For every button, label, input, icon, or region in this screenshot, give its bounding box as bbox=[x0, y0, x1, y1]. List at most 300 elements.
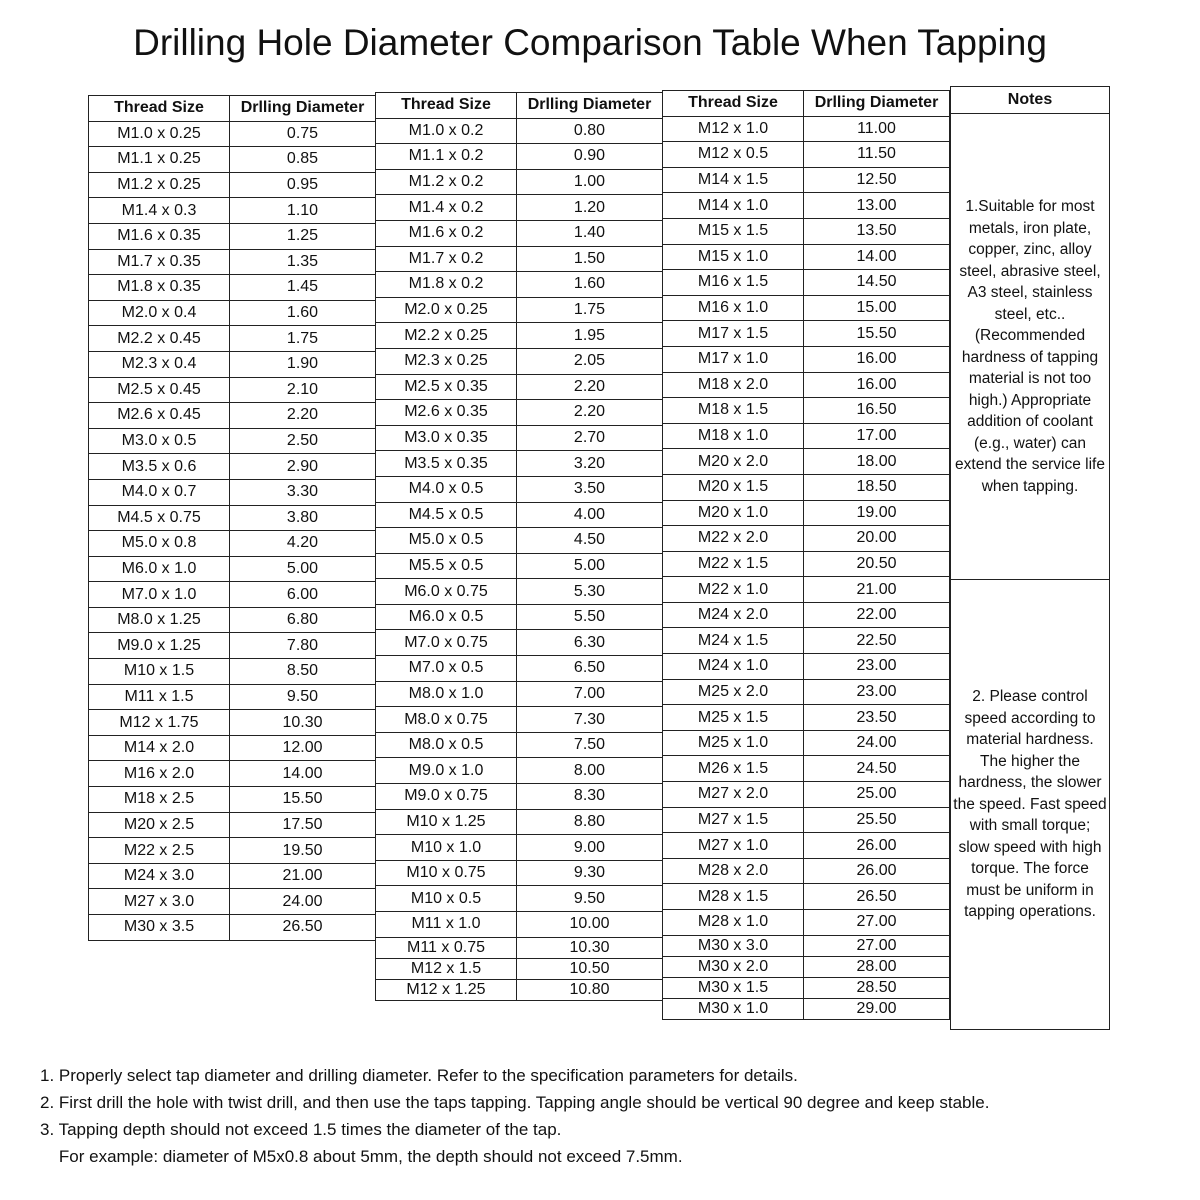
thread-size-cell: M1.2 x 0.25 bbox=[89, 172, 230, 198]
table-row bbox=[663, 654, 950, 680]
thread-size-cell: M1.0 x 0.25 bbox=[89, 121, 230, 147]
table-row bbox=[663, 295, 950, 321]
table-row bbox=[376, 374, 663, 400]
table-row bbox=[376, 323, 663, 349]
header-thread-size: Thread Size bbox=[376, 93, 517, 119]
drilling-diameter-cell: 26.50 bbox=[230, 915, 376, 941]
drilling-diameter-cell: 25.00 bbox=[804, 782, 950, 808]
table-row bbox=[663, 833, 950, 859]
thread-size-cell: M2.6 x 0.35 bbox=[376, 400, 517, 426]
thread-size-cell: M22 x 1.0 bbox=[663, 577, 804, 603]
thread-size-cell: M25 x 1.0 bbox=[663, 730, 804, 756]
table-row bbox=[376, 348, 663, 374]
thread-size-cell: M1.1 x 0.25 bbox=[89, 147, 230, 173]
table-row bbox=[89, 710, 376, 736]
thread-size-cell: M10 x 1.25 bbox=[376, 809, 517, 835]
thread-size-cell: M1.7 x 0.35 bbox=[89, 249, 230, 275]
drilling-diameter-cell: 15.50 bbox=[230, 787, 376, 813]
drilling-diameter-cell: 13.00 bbox=[804, 193, 950, 219]
drilling-diameter-cell: 0.95 bbox=[230, 172, 376, 198]
drilling-diameter-cell: 1.75 bbox=[230, 326, 376, 352]
table-row bbox=[89, 479, 376, 505]
thread-size-cell: M8.0 x 0.75 bbox=[376, 707, 517, 733]
drilling-diameter-cell: 9.30 bbox=[517, 860, 663, 886]
table-row bbox=[89, 684, 376, 710]
table-row bbox=[663, 782, 950, 808]
table-row bbox=[89, 633, 376, 659]
table-row bbox=[89, 326, 376, 352]
drilling-diameter-cell: 17.50 bbox=[230, 812, 376, 838]
drilling-diameter-cell: 2.50 bbox=[230, 428, 376, 454]
thread-size-cell: M1.8 x 0.35 bbox=[89, 275, 230, 301]
drilling-diameter-cell: 11.00 bbox=[804, 116, 950, 142]
drilling-diameter-cell: 26.00 bbox=[804, 858, 950, 884]
thread-size-cell: M9.0 x 0.75 bbox=[376, 784, 517, 810]
table-row bbox=[89, 556, 376, 582]
drilling-diameter-cell: 10.50 bbox=[517, 958, 663, 979]
table-row bbox=[663, 730, 950, 756]
thread-size-cell: M3.0 x 0.5 bbox=[89, 428, 230, 454]
thread-size-cell: M14 x 2.0 bbox=[89, 735, 230, 761]
table-row bbox=[89, 121, 376, 147]
drilling-diameter-cell: 1.25 bbox=[230, 223, 376, 249]
thread-size-cell: M2.3 x 0.4 bbox=[89, 351, 230, 377]
table-row bbox=[663, 423, 950, 449]
footer-line: 2. First drill the hole with twist drill, and then use the taps tapping. Tapping angle should be vertical 90 degree and keep stable. bbox=[40, 1093, 990, 1112]
thread-size-cell: M3.5 x 0.35 bbox=[376, 451, 517, 477]
drilling-diameter-cell: 7.00 bbox=[517, 681, 663, 707]
drilling-diameter-cell: 20.00 bbox=[804, 526, 950, 552]
drilling-diameter-cell: 12.00 bbox=[230, 735, 376, 761]
table-row bbox=[376, 758, 663, 784]
thread-size-cell: M4.5 x 0.5 bbox=[376, 502, 517, 528]
header-thread-size: Thread Size bbox=[89, 96, 230, 122]
table-row bbox=[663, 551, 950, 577]
table-row bbox=[663, 526, 950, 552]
thread-size-cell: M2.5 x 0.35 bbox=[376, 374, 517, 400]
table-row bbox=[663, 935, 950, 956]
thread-size-cell: M16 x 1.5 bbox=[663, 270, 804, 296]
table-row bbox=[89, 249, 376, 275]
table-row bbox=[376, 604, 663, 630]
table-row bbox=[89, 377, 376, 403]
drilling-diameter-cell: 23.00 bbox=[804, 679, 950, 705]
thread-size-cell: M6.0 x 0.5 bbox=[376, 604, 517, 630]
table-row bbox=[376, 707, 663, 733]
thread-size-cell: M25 x 1.5 bbox=[663, 705, 804, 731]
thread-size-cell: M1.1 x 0.2 bbox=[376, 144, 517, 170]
table-row bbox=[89, 659, 376, 685]
drilling-diameter-cell: 19.50 bbox=[230, 838, 376, 864]
drilling-diameter-cell: 10.80 bbox=[517, 979, 663, 1000]
table-row bbox=[376, 979, 663, 1000]
thread-size-cell: M2.6 x 0.45 bbox=[89, 403, 230, 429]
drilling-diameter-cell: 19.00 bbox=[804, 500, 950, 526]
table-row bbox=[663, 807, 950, 833]
table-row bbox=[663, 756, 950, 782]
drilling-diameter-cell: 7.30 bbox=[517, 707, 663, 733]
table-row bbox=[663, 628, 950, 654]
drilling-diameter-cell: 2.20 bbox=[517, 374, 663, 400]
table-row bbox=[663, 321, 950, 347]
drilling-diameter-cell: 2.70 bbox=[517, 425, 663, 451]
thread-size-cell: M5.0 x 0.5 bbox=[376, 528, 517, 554]
header-row bbox=[663, 91, 950, 117]
thread-size-cell: M11 x 1.5 bbox=[89, 684, 230, 710]
drilling-diameter-cell: 6.50 bbox=[517, 656, 663, 682]
drilling-diameter-cell: 18.50 bbox=[804, 474, 950, 500]
table-row bbox=[663, 956, 950, 977]
page-title: Drilling Hole Diameter Comparison Table When Tapping bbox=[133, 22, 1047, 63]
thread-size-cell: M28 x 2.0 bbox=[663, 858, 804, 884]
drilling-diameter-cell: 14.00 bbox=[230, 761, 376, 787]
drilling-diameter-cell: 15.50 bbox=[804, 321, 950, 347]
thread-size-cell: M10 x 0.75 bbox=[376, 860, 517, 886]
thread-size-cell: M10 x 0.5 bbox=[376, 886, 517, 912]
thread-size-cell: M30 x 2.0 bbox=[663, 956, 804, 977]
table-row bbox=[376, 169, 663, 195]
thread-size-cell: M14 x 1.0 bbox=[663, 193, 804, 219]
thread-size-cell: M3.0 x 0.35 bbox=[376, 425, 517, 451]
drilling-diameter-cell: 1.45 bbox=[230, 275, 376, 301]
thread-size-cell: M16 x 2.0 bbox=[89, 761, 230, 787]
thread-size-cell: M1.4 x 0.3 bbox=[89, 198, 230, 224]
thread-size-cell: M18 x 2.0 bbox=[663, 372, 804, 398]
table-row bbox=[663, 142, 950, 168]
table-row bbox=[376, 784, 663, 810]
table-row bbox=[663, 705, 950, 731]
table-row bbox=[376, 958, 663, 979]
drilling-diameter-cell: 1.90 bbox=[230, 351, 376, 377]
drilling-diameter-cell: 21.00 bbox=[230, 863, 376, 889]
thread-size-cell: M1.6 x 0.2 bbox=[376, 220, 517, 246]
thread-size-cell: M8.0 x 1.25 bbox=[89, 607, 230, 633]
drilling-diameter-cell: 3.50 bbox=[517, 476, 663, 502]
table-block-1 bbox=[88, 95, 376, 941]
table-row bbox=[663, 910, 950, 936]
drilling-diameter-cell: 1.95 bbox=[517, 323, 663, 349]
thread-size-cell: M4.0 x 0.7 bbox=[89, 479, 230, 505]
thread-size-cell: M8.0 x 0.5 bbox=[376, 732, 517, 758]
table-row bbox=[89, 147, 376, 173]
thread-size-cell: M2.0 x 0.25 bbox=[376, 297, 517, 323]
notes-header: Notes bbox=[950, 86, 1110, 114]
drilling-diameter-cell: 25.50 bbox=[804, 807, 950, 833]
table-row bbox=[89, 863, 376, 889]
table-block-3 bbox=[662, 90, 950, 1020]
table-row bbox=[376, 272, 663, 298]
drilling-diameter-cell: 23.00 bbox=[804, 654, 950, 680]
drilling-diameter-cell: 5.00 bbox=[517, 553, 663, 579]
table-row bbox=[376, 220, 663, 246]
drilling-diameter-cell: 2.20 bbox=[517, 400, 663, 426]
table-row bbox=[663, 602, 950, 628]
table-row bbox=[663, 858, 950, 884]
thread-size-cell: M12 x 1.0 bbox=[663, 116, 804, 142]
table-row bbox=[376, 502, 663, 528]
thread-size-cell: M6.0 x 1.0 bbox=[89, 556, 230, 582]
thread-size-cell: M18 x 2.5 bbox=[89, 787, 230, 813]
table-row bbox=[89, 351, 376, 377]
drilling-diameter-cell: 9.50 bbox=[230, 684, 376, 710]
drilling-diameter-cell: 22.50 bbox=[804, 628, 950, 654]
thread-size-cell: M9.0 x 1.0 bbox=[376, 758, 517, 784]
thread-size-cell: M15 x 1.5 bbox=[663, 218, 804, 244]
drilling-diameter-cell: 3.30 bbox=[230, 479, 376, 505]
drilling-diameter-cell: 26.50 bbox=[804, 884, 950, 910]
thread-size-cell: M27 x 1.5 bbox=[663, 807, 804, 833]
header-drilling-diameter: Drlling Diameter bbox=[230, 96, 376, 122]
drilling-diameter-cell: 1.10 bbox=[230, 198, 376, 224]
thread-size-cell: M7.0 x 1.0 bbox=[89, 582, 230, 608]
drilling-diameter-cell: 22.00 bbox=[804, 602, 950, 628]
table-row bbox=[376, 553, 663, 579]
table-row bbox=[376, 425, 663, 451]
thread-size-cell: M6.0 x 0.75 bbox=[376, 579, 517, 605]
drilling-diameter-cell: 0.80 bbox=[517, 118, 663, 144]
thread-size-cell: M8.0 x 1.0 bbox=[376, 681, 517, 707]
thread-size-cell: M10 x 1.0 bbox=[376, 835, 517, 861]
table-row bbox=[663, 218, 950, 244]
thread-size-cell: M12 x 1.25 bbox=[376, 979, 517, 1000]
thread-size-cell: M14 x 1.5 bbox=[663, 167, 804, 193]
table-row bbox=[663, 398, 950, 424]
thread-size-cell: M27 x 1.0 bbox=[663, 833, 804, 859]
thread-size-cell: M4.0 x 0.5 bbox=[376, 476, 517, 502]
table-row bbox=[89, 812, 376, 838]
thread-size-cell: M28 x 1.5 bbox=[663, 884, 804, 910]
table-row bbox=[663, 346, 950, 372]
table-row bbox=[663, 884, 950, 910]
table-row bbox=[89, 300, 376, 326]
drilling-diameter-cell: 1.40 bbox=[517, 220, 663, 246]
footer-notes bbox=[40, 1062, 989, 1170]
thread-size-cell: M17 x 1.0 bbox=[663, 346, 804, 372]
thread-size-cell: M24 x 1.0 bbox=[663, 654, 804, 680]
drilling-diameter-cell: 4.20 bbox=[230, 531, 376, 557]
thread-size-cell: M16 x 1.0 bbox=[663, 295, 804, 321]
table-row bbox=[89, 223, 376, 249]
thread-size-cell: M1.8 x 0.2 bbox=[376, 272, 517, 298]
table-row bbox=[376, 809, 663, 835]
note-2: 2. Please control speed according to material hardness. The higher the hardness, the slower the speed. Fast speed with small torque; slow speed with high torque. The force must be uniform in tapping operations. bbox=[950, 580, 1110, 1030]
thread-size-cell: M2.3 x 0.25 bbox=[376, 348, 517, 374]
drilling-diameter-cell: 5.30 bbox=[517, 579, 663, 605]
thread-size-cell: M27 x 2.0 bbox=[663, 782, 804, 808]
thread-size-cell: M11 x 0.75 bbox=[376, 937, 517, 958]
drilling-diameter-cell: 29.00 bbox=[804, 998, 950, 1019]
drilling-diameter-cell: 9.00 bbox=[517, 835, 663, 861]
table-row bbox=[376, 451, 663, 477]
drilling-diameter-cell: 27.00 bbox=[804, 910, 950, 936]
drilling-diameter-cell: 0.85 bbox=[230, 147, 376, 173]
drilling-diameter-cell: 26.00 bbox=[804, 833, 950, 859]
thread-size-cell: M4.5 x 0.75 bbox=[89, 505, 230, 531]
drilling-diameter-cell: 1.60 bbox=[230, 300, 376, 326]
thread-size-cell: M7.0 x 0.75 bbox=[376, 630, 517, 656]
drilling-diameter-cell: 28.50 bbox=[804, 977, 950, 998]
table-row bbox=[376, 886, 663, 912]
table-row bbox=[89, 172, 376, 198]
thread-size-cell: M2.0 x 0.4 bbox=[89, 300, 230, 326]
thread-size-cell: M22 x 2.0 bbox=[663, 526, 804, 552]
footer-line: 3. Tapping depth should not exceed 1.5 times the diameter of the tap. bbox=[40, 1120, 562, 1139]
header-row bbox=[376, 93, 663, 119]
drilling-diameter-cell: 0.75 bbox=[230, 121, 376, 147]
thread-size-cell: M3.5 x 0.6 bbox=[89, 454, 230, 480]
table-row bbox=[89, 275, 376, 301]
drilling-diameter-cell: 1.60 bbox=[517, 272, 663, 298]
drilling-diameter-cell: 8.30 bbox=[517, 784, 663, 810]
table-row bbox=[663, 500, 950, 526]
table-row bbox=[376, 860, 663, 886]
drilling-diameter-cell: 1.35 bbox=[230, 249, 376, 275]
table-row bbox=[376, 912, 663, 938]
table-row bbox=[376, 528, 663, 554]
drilling-diameter-cell: 6.00 bbox=[230, 582, 376, 608]
drilling-diameter-cell: 1.50 bbox=[517, 246, 663, 272]
table-row bbox=[89, 735, 376, 761]
drilling-diameter-cell: 14.50 bbox=[804, 270, 950, 296]
thread-size-cell: M12 x 1.5 bbox=[376, 958, 517, 979]
table-row bbox=[663, 116, 950, 142]
drilling-diameter-cell: 8.00 bbox=[517, 758, 663, 784]
table-block-2 bbox=[375, 92, 663, 1001]
thread-size-cell: M20 x 2.5 bbox=[89, 812, 230, 838]
thread-size-cell: M18 x 1.5 bbox=[663, 398, 804, 424]
drilling-diameter-cell: 7.80 bbox=[230, 633, 376, 659]
thread-size-cell: M7.0 x 0.5 bbox=[376, 656, 517, 682]
thread-size-cell: M2.2 x 0.45 bbox=[89, 326, 230, 352]
thread-size-cell: M1.7 x 0.2 bbox=[376, 246, 517, 272]
thread-size-cell: M2.5 x 0.45 bbox=[89, 377, 230, 403]
table-row bbox=[663, 998, 950, 1019]
thread-size-cell: M10 x 1.5 bbox=[89, 659, 230, 685]
table-row bbox=[89, 607, 376, 633]
table-row bbox=[376, 144, 663, 170]
header-thread-size: Thread Size bbox=[663, 91, 804, 117]
drilling-diameter-cell: 23.50 bbox=[804, 705, 950, 731]
thread-size-cell: M30 x 3.0 bbox=[663, 935, 804, 956]
table-row bbox=[663, 270, 950, 296]
drilling-diameter-cell: 1.75 bbox=[517, 297, 663, 323]
drilling-diameter-cell: 3.20 bbox=[517, 451, 663, 477]
table-row bbox=[89, 582, 376, 608]
table-row bbox=[376, 118, 663, 144]
table-row bbox=[376, 195, 663, 221]
drilling-diameter-cell: 2.20 bbox=[230, 403, 376, 429]
drilling-diameter-cell: 11.50 bbox=[804, 142, 950, 168]
drilling-diameter-cell: 3.80 bbox=[230, 505, 376, 531]
drilling-diameter-cell: 1.00 bbox=[517, 169, 663, 195]
table-row bbox=[663, 193, 950, 219]
thread-size-cell: M30 x 1.0 bbox=[663, 998, 804, 1019]
drilling-diameter-cell: 2.05 bbox=[517, 348, 663, 374]
drilling-diameter-cell: 6.30 bbox=[517, 630, 663, 656]
drilling-diameter-cell: 18.00 bbox=[804, 449, 950, 475]
thread-size-cell: M1.4 x 0.2 bbox=[376, 195, 517, 221]
thread-size-cell: M24 x 2.0 bbox=[663, 602, 804, 628]
table-row bbox=[663, 449, 950, 475]
thread-size-cell: M17 x 1.5 bbox=[663, 321, 804, 347]
table-row bbox=[376, 579, 663, 605]
thread-size-cell: M20 x 2.0 bbox=[663, 449, 804, 475]
drilling-diameter-cell: 24.00 bbox=[804, 730, 950, 756]
table-row bbox=[663, 577, 950, 603]
table-row bbox=[376, 400, 663, 426]
thread-size-cell: M20 x 1.5 bbox=[663, 474, 804, 500]
table-row bbox=[376, 681, 663, 707]
thread-size-cell: M20 x 1.0 bbox=[663, 500, 804, 526]
drilling-diameter-cell: 2.10 bbox=[230, 377, 376, 403]
thread-size-cell: M25 x 2.0 bbox=[663, 679, 804, 705]
thread-size-cell: M30 x 3.5 bbox=[89, 915, 230, 941]
drilling-diameter-cell: 21.00 bbox=[804, 577, 950, 603]
table-row bbox=[376, 297, 663, 323]
drilling-diameter-cell: 28.00 bbox=[804, 956, 950, 977]
thread-size-cell: M11 x 1.0 bbox=[376, 912, 517, 938]
thread-size-cell: M1.0 x 0.2 bbox=[376, 118, 517, 144]
table-row bbox=[89, 454, 376, 480]
table-row bbox=[376, 937, 663, 958]
drilling-diameter-cell: 12.50 bbox=[804, 167, 950, 193]
drilling-diameter-cell: 8.50 bbox=[230, 659, 376, 685]
drilling-diameter-cell: 24.00 bbox=[230, 889, 376, 915]
table-row bbox=[89, 531, 376, 557]
drilling-diameter-cell: 24.50 bbox=[804, 756, 950, 782]
table-row bbox=[376, 476, 663, 502]
thread-size-cell: M1.6 x 0.35 bbox=[89, 223, 230, 249]
table-row bbox=[89, 787, 376, 813]
drilling-diameter-cell: 4.50 bbox=[517, 528, 663, 554]
thread-size-cell: M27 x 3.0 bbox=[89, 889, 230, 915]
drilling-diameter-cell: 0.90 bbox=[517, 144, 663, 170]
thread-size-cell: M12 x 0.5 bbox=[663, 142, 804, 168]
footer-line: For example: diameter of M5x0.8 about 5mm, the depth should not exceed 7.5mm. bbox=[40, 1147, 683, 1166]
drilling-diameter-cell: 16.00 bbox=[804, 346, 950, 372]
footer-line: 1. Properly select tap diameter and drilling diameter. Refer to the specification parameters for details. bbox=[40, 1066, 798, 1085]
drilling-diameter-cell: 6.80 bbox=[230, 607, 376, 633]
thread-size-cell: M1.2 x 0.2 bbox=[376, 169, 517, 195]
drilling-diameter-cell: 1.20 bbox=[517, 195, 663, 221]
table-row bbox=[89, 505, 376, 531]
thread-size-cell: M18 x 1.0 bbox=[663, 423, 804, 449]
table-row bbox=[376, 835, 663, 861]
drilling-diameter-cell: 5.00 bbox=[230, 556, 376, 582]
drilling-diameter-cell: 27.00 bbox=[804, 935, 950, 956]
thread-size-cell: M5.5 x 0.5 bbox=[376, 553, 517, 579]
thread-size-cell: M22 x 2.5 bbox=[89, 838, 230, 864]
drilling-diameter-cell: 15.00 bbox=[804, 295, 950, 321]
thread-size-cell: M15 x 1.0 bbox=[663, 244, 804, 270]
drilling-diameter-cell: 7.50 bbox=[517, 732, 663, 758]
thread-size-cell: M9.0 x 1.25 bbox=[89, 633, 230, 659]
thread-size-cell: M24 x 3.0 bbox=[89, 863, 230, 889]
thread-size-cell: M2.2 x 0.25 bbox=[376, 323, 517, 349]
note-1: 1.Suitable for most metals, iron plate, copper, zinc, alloy steel, abrasive steel, A3 steel, stainless steel, etc..(Recommended hardness of tapping material is not too high.) Appropriate addition of coolant (e.g., water) can extend the service life when tapping. bbox=[950, 114, 1110, 580]
table-row bbox=[376, 246, 663, 272]
drilling-diameter-cell: 10.30 bbox=[517, 937, 663, 958]
table-row bbox=[89, 403, 376, 429]
header-drilling-diameter: Drlling Diameter bbox=[804, 91, 950, 117]
table-row bbox=[89, 761, 376, 787]
drilling-diameter-cell: 9.50 bbox=[517, 886, 663, 912]
drilling-diameter-cell: 16.00 bbox=[804, 372, 950, 398]
drilling-diameter-cell: 10.30 bbox=[230, 710, 376, 736]
table-row bbox=[376, 656, 663, 682]
table-row bbox=[376, 732, 663, 758]
table-row bbox=[663, 474, 950, 500]
